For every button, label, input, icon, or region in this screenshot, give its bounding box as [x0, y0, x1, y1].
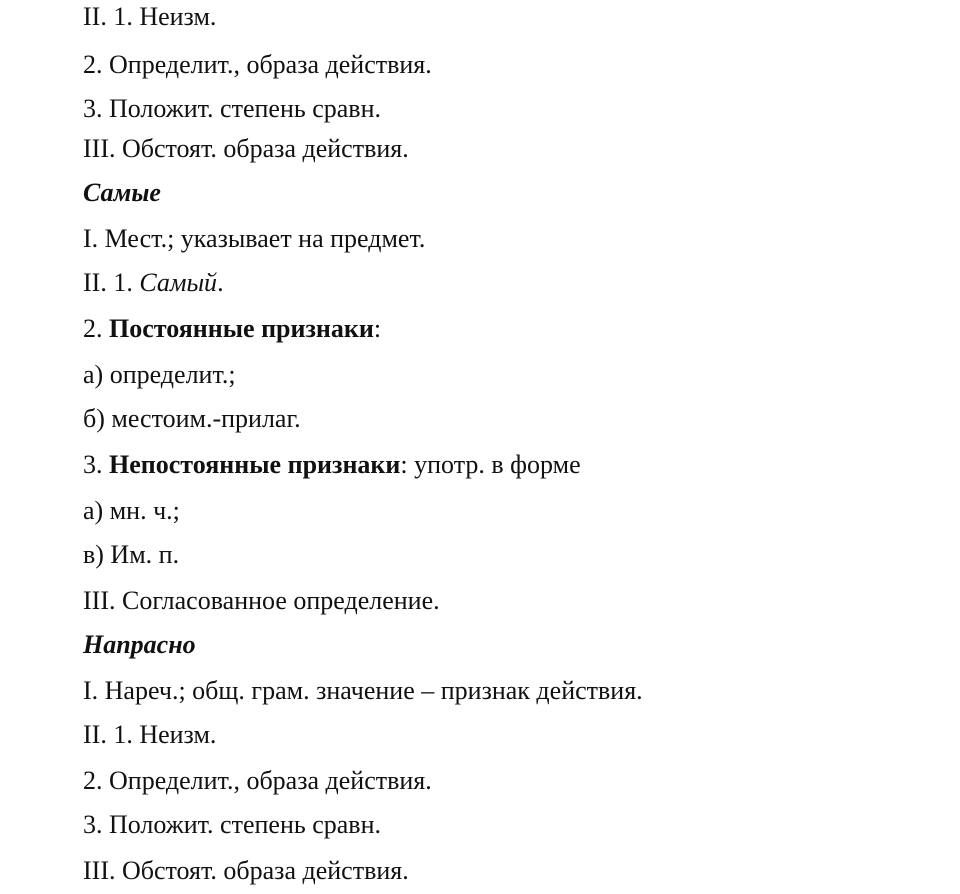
section-heading	[83, 178, 161, 208]
line-text: .	[217, 268, 224, 297]
text-line	[83, 856, 409, 886]
text-line	[83, 360, 236, 390]
text-line	[83, 810, 381, 840]
line-text: II. 1. Неизм.	[83, 720, 217, 749]
line-text: II. 1. Неизм.	[83, 2, 217, 31]
line-text: I. Нареч.; общ. грам. значение – признак действия.	[83, 676, 643, 705]
line-text: а) мн. ч.;	[83, 496, 180, 525]
line-text: :	[373, 314, 382, 343]
line-text: 2. Определит., образа действия.	[83, 50, 432, 79]
line-text: I. Мест.; указывает на предмет.	[83, 224, 426, 253]
text-line	[83, 496, 180, 526]
text-line	[83, 720, 216, 750]
italic-word: Самый	[139, 268, 218, 297]
line-text: II. 1.	[83, 268, 140, 297]
text-line	[83, 224, 425, 254]
text-line	[83, 404, 301, 434]
line-text: б) местоим.-прилаг.	[83, 404, 301, 433]
text-line	[83, 2, 216, 32]
line-text: 2. Определит., образа действия.	[83, 766, 432, 795]
line-text: а) определит.;	[83, 360, 236, 389]
heading-text: Самые	[83, 178, 161, 207]
heading-text: Напрасно	[83, 630, 196, 659]
line-text: III. Обстоят. образа действия.	[83, 856, 409, 885]
line-text: 3. Положит. степень сравн.	[83, 810, 381, 839]
bold-term: Постоянные признаки	[109, 314, 374, 343]
text-line	[83, 766, 432, 796]
line-text: 3.	[83, 450, 109, 479]
line-text: 2.	[83, 314, 109, 343]
text-line	[83, 268, 224, 298]
line-text: 3. Положит. степень сравн.	[83, 94, 381, 123]
text-line	[83, 50, 432, 80]
line-text: III. Согласованное определение.	[83, 586, 440, 615]
text-line	[83, 586, 440, 616]
text-line	[83, 540, 179, 570]
text-line	[83, 314, 381, 344]
line-text: III. Обстоят. образа действия.	[83, 134, 409, 163]
text-line	[83, 134, 409, 164]
line-text: в) Им. п.	[83, 540, 180, 569]
text-line	[83, 450, 581, 480]
section-heading	[83, 630, 196, 660]
text-line	[83, 94, 381, 124]
text-line	[83, 676, 643, 706]
bold-term: Непостоянные признаки	[109, 450, 401, 479]
line-text: : употр. в форме	[400, 450, 581, 479]
